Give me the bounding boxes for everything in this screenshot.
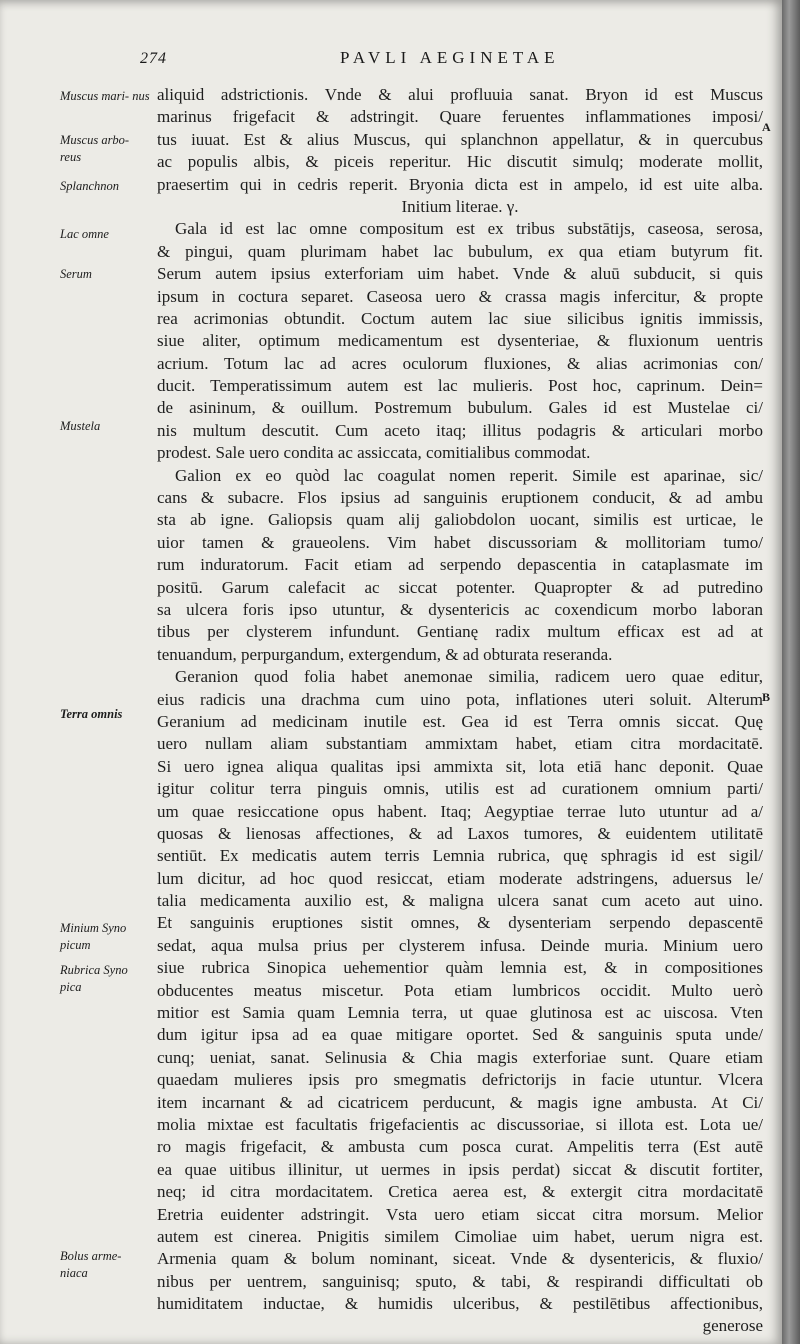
text-line: cans & subacre. Flos ipsius ad sanguinis eruptionem conducit, & ad ambu	[157, 488, 763, 508]
text-line: prodest. Sale uero condita ac assiccata, comitialibus commodat.	[157, 443, 591, 463]
margin-note-terra-omnis: Terra omnis	[60, 707, 123, 721]
margin-note-muscus-marinus: Muscus mari- nus	[60, 89, 150, 103]
catchword: generose	[702, 1316, 763, 1336]
column-marker-a: A	[762, 120, 771, 134]
text-line: Eretria euidenter adstringit. Vsta uero etiam siccat citra morsum. Melior	[157, 1204, 763, 1224]
text-line: molia mixtae est facultatis frigefacientis ac discussoriae, si illota est. Lota ue/	[157, 1114, 763, 1134]
margin-note-rubrica-synopica: Rubrica Syno pica	[60, 963, 128, 994]
text-line: tus iuuat. Est & alius Muscus, qui splanchnon appellatur, & in quercubus	[157, 129, 763, 149]
text-line: ac populis albis, & piceis reperitur. Hic discutit simulq; moderate mollit,	[157, 152, 763, 172]
text-line: quosas & lienosas affectiones, & ad Laxos tumores, & euidentem utilitatē	[157, 823, 763, 843]
text-line: Gala id est lac omne compositum est ex tribus substātijs, caseosa, serosa,	[175, 219, 763, 239]
text-line: item incarnant & ad cicatricem perducunt, & magis igne ambusta. At Ci/	[157, 1092, 763, 1112]
text-line: siue rubrica Sinopica uehementior quàm lemnia est, & in compositiones	[157, 958, 763, 978]
page-number: 274	[140, 50, 167, 67]
text-line: praesertim qui in cedris reperit. Bryonia dicta est in ampelo, id est uite alba.	[157, 174, 763, 194]
margin-note-bolus-armeniaca: Bolus arme- niaca	[60, 1249, 122, 1280]
main-text	[157, 84, 763, 1338]
text-line: cunq; ueniat, sanat. Selinusia & Chia magis exterforiae sunt. Quare etiam	[157, 1047, 763, 1067]
text-line: obducentes meatus miscetur. Pota etiam lumbricos occidit. Multo uerò	[157, 980, 763, 1000]
text-line: sentiūt. Ex medicatis autem terris Lemnia rubrica, quę sphragis id est sigil/	[157, 846, 763, 866]
text-line: siue aliter, optimum medicamentum est dysenteriae, & fluxionum uentris	[157, 331, 763, 351]
text-line: Geranion quod folia habet anemonae similia, radicem uero quae editur,	[175, 667, 763, 687]
text-line: uior tamen & graueolens. Vim habet discussoriam & mollitoriam tumo/	[157, 532, 763, 552]
text-line: lum dicitur, ad hoc quod resiccat, etiam moderate adstringens, aduersus le/	[157, 868, 763, 888]
text-line: dum igitur ipsa ad ea quae mitigare oportet. Sed & sanguinis sputa unde/	[157, 1025, 763, 1045]
text-line: Armenia quam & bolum nominant, siceat. Vnde & dysentericis, & fluxio/	[157, 1249, 763, 1269]
text-line: rea acrimonias obtundit. Coctum autem lac siue silicibus ignitis immissis,	[157, 308, 763, 328]
margin-note-muscus-arboreus: Muscus arbo- reus	[60, 133, 130, 164]
margin-note-splanchnon: Splanchnon	[60, 179, 120, 193]
text-line: igitur colitur terra pinguis omnis, utilis est ad curationem omnium parti/	[157, 779, 763, 799]
text-line: rum induratorum. Facit etiam ad serpendo depascentia in cataplasmate im	[157, 555, 763, 575]
text-line: Galion ex eo quòd lac coagulat nomen reperit. Simile est aparinae, sic/	[175, 465, 763, 485]
text-line: nibus per uentrem, sanguinisq; sputo, & tabi, & respirandi difficultati ob	[157, 1271, 763, 1291]
text-line: nis multum descutit. Cum aceto itaq; illitus podagris & articulari morbo	[157, 420, 763, 440]
text-line: quaedam mulieres ipsis pro smegmatis defrictorijs in facie utuntur. Vlcera	[157, 1070, 763, 1090]
text-line: sa ulcera foris ipso utuntur, & dysentericis ac coxendicum morbo laboran	[157, 599, 763, 619]
book-gutter-edge	[782, 0, 800, 1344]
text-line: talia medicamenta auxilio est, & maligna ulcera sanat cum aceto aut uino.	[157, 891, 763, 911]
text-line: marinus frigefacit & adstringit. Quare feruentes inflammationes imposi/	[157, 107, 763, 127]
text-line: ro magis frigefacit, & ambusta cum posca curat. Ampelitis terra (Est autē	[157, 1137, 763, 1157]
text-line: um quae resiccatione opus habent. Itaq; Aegyptiae terrae luto utuntur ad a/	[157, 801, 763, 821]
text-line: Serum autem ipsius exterforiam uim habet. Vnde & aluū subducit, si quis	[157, 264, 763, 284]
text-line: ea quae uitibus illinitur, ut uermes in ipsis perdat) siccat & discutit fortiter,	[157, 1159, 763, 1179]
text-line: Geranium ad medicinam inutile est. Gea id est Terra omnis siccat. Quę	[157, 711, 763, 731]
running-head: PAVLI AEGINETAE	[340, 48, 560, 67]
text-line: neq; id citra mordacitatem. Cretica aerea est, & extergit citra mordacitatē	[157, 1182, 763, 1202]
text-line: sedat, aqua mulsa prius per clysterem infusa. Deinde muria. Minium uero	[157, 935, 763, 955]
text-line: Si uero ignea aliqua qualitas ipsi ammixta sit, lota etiā hanc deponit. Quae	[157, 756, 763, 776]
margin-note-lac-omne: Lac omne	[60, 227, 109, 241]
margin-note-mustela: Mustela	[60, 419, 101, 433]
text-line: humiditatem inductae, & humidis ulceribus, & pestilētibus affectionibus,	[157, 1294, 763, 1314]
text-line: tenuandum, perpurgandum, extergendum, & ad obturata reseranda.	[157, 644, 613, 664]
text-line: uero nullam aliam substantiam ammixtam habet, etiam citra mordacitatē.	[157, 734, 763, 754]
margin-note-minium-synopicum: Minium Syno picum	[60, 921, 127, 952]
text-line: aliquid adstrictionis. Vnde & alui profluuia sanat. Bryon id est Muscus	[157, 85, 763, 104]
text-line: ducit. Temperatissimum autem est lac mulieris. Post hoc, caprinum. Dein=	[157, 376, 763, 396]
column-marker-b: B	[762, 690, 771, 704]
text-line: ipsum in coctura separet. Caseosa uero & crassa magis infercitur, & propte	[157, 286, 763, 306]
text-line: sta ab igne. Galiopsis quam alij galiobdolon uocant, similis est urticae, le	[157, 510, 763, 530]
text-line: & pingui, quam plurimam habet lac bubulum, ex qua etiam butyrum fit.	[157, 241, 763, 261]
text-line: tibus per clysterem infundunt. Gentianę radix multum efficax est ad at	[157, 622, 763, 642]
text-line: acrium. Totum lac ad acres oculorum fluxiones, & alias acrimonias con/	[157, 353, 763, 373]
text-line: de asininum, & ouillum. Postremum bubulum. Gales id est Mustelae ci/	[157, 398, 763, 418]
page-header	[0, 50, 782, 78]
text-line: Et sanguinis eruptiones sistit omnes, & dysenteriam serpendo depascentē	[157, 913, 763, 933]
section-heading: Initium literae. γ.	[401, 196, 519, 216]
text-line: eius radicis una drachma cum uino pota, inflationes uteri soluit. Alterum	[157, 689, 763, 709]
margin-note-serum: Serum	[60, 267, 92, 281]
text-line: positū. Garum calefacit ac siccat potenter. Quapropter & ad putredino	[157, 577, 763, 597]
text-line: mitior est Samia quam Lemnia terra, ut quae glutinosa est ac uiscosa. Vten	[157, 1003, 763, 1023]
text-line: autem est cinerea. Pnigitis similem Cimoliae uim habet, uerum nigra est.	[157, 1226, 763, 1246]
